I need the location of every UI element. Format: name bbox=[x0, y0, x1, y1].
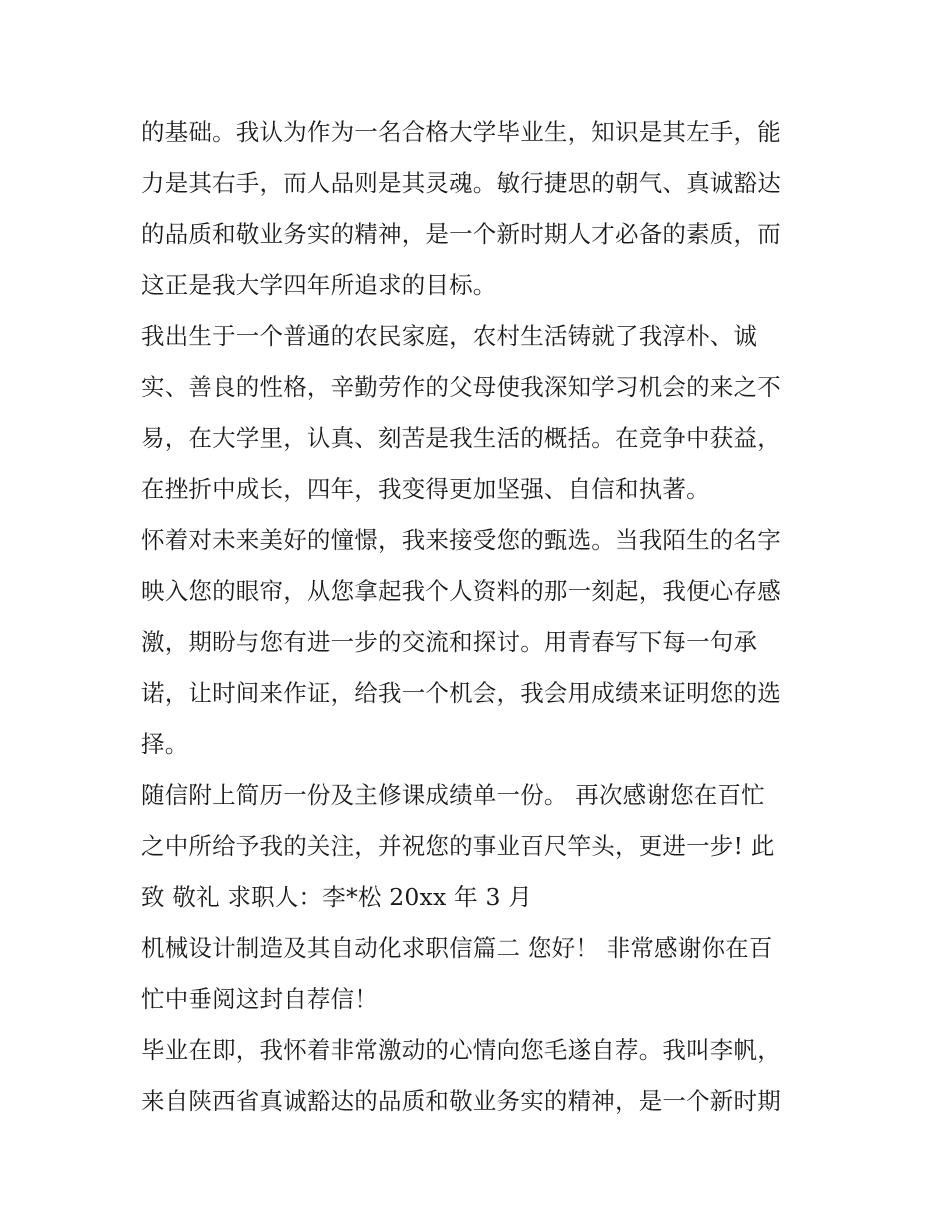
text-line: 的基础。我认为作为一名合格大学毕业生，知识是其左手，能 bbox=[141, 118, 781, 146]
text-line: 易，在大学里，认真、刻苦是我生活的概括。在竞争中获益， bbox=[141, 424, 781, 452]
text-line: 来自陕西省真诚豁达的品质和敬业务实的精神，是一个新时期 bbox=[141, 1087, 781, 1115]
text-line: 随信附上简历一份及主修课成绩单一份。 再次感谢您在百忙 bbox=[141, 781, 765, 809]
text-line: 激，期盼与您有进一步的交流和探讨。用青春写下每一句承 bbox=[141, 628, 758, 656]
text-line: 实、善良的性格，辛勤劳作的父母使我深知学习机会的来之不 bbox=[141, 373, 781, 401]
text-line: 的品质和敬业务实的精神，是一个新时期人才必备的素质，而 bbox=[141, 220, 781, 248]
text-line: 忙中垂阅这封自荐信！ bbox=[141, 985, 378, 1013]
text-line: 之中所给予我的关注，并祝您的事业百尺竿头，更进一步! 此 bbox=[141, 832, 775, 860]
text-line: 毕业在即，我怀着非常激动的心情向您毛遂自荐。我叫李帆， bbox=[141, 1036, 781, 1064]
text-line: 怀着对未来美好的憧憬，我来接受您的甄选。当我陌生的名字 bbox=[141, 526, 781, 554]
text-line: 这正是我大学四年所追求的目标。 bbox=[141, 271, 497, 299]
text-line: 我出生于一个普通的农民家庭，农村生活铸就了我淳朴、诚 bbox=[141, 322, 758, 350]
text-line: 在挫折中成长，四年，我变得更加坚强、自信和执著。 bbox=[141, 475, 710, 503]
text-line: 诺，让时间来作证，给我一个机会，我会用成绩来证明您的选 bbox=[141, 679, 781, 707]
text-line: 机械设计制造及其自动化求职信篇二 您好！ 非常感谢你在百 bbox=[141, 934, 773, 962]
text-line: 力是其右手，而人品则是其灵魂。敏行捷思的朝气、真诚豁达 bbox=[141, 169, 781, 197]
text-line: 致 敬礼 求职人：李*松 20xx 年 3 月 bbox=[141, 883, 533, 911]
body-text bbox=[141, 107, 821, 1127]
text-line: 择。 bbox=[141, 730, 189, 758]
text-line: 映入您的眼帘，从您拿起我个人资料的那一刻起，我便心存感 bbox=[141, 577, 781, 605]
